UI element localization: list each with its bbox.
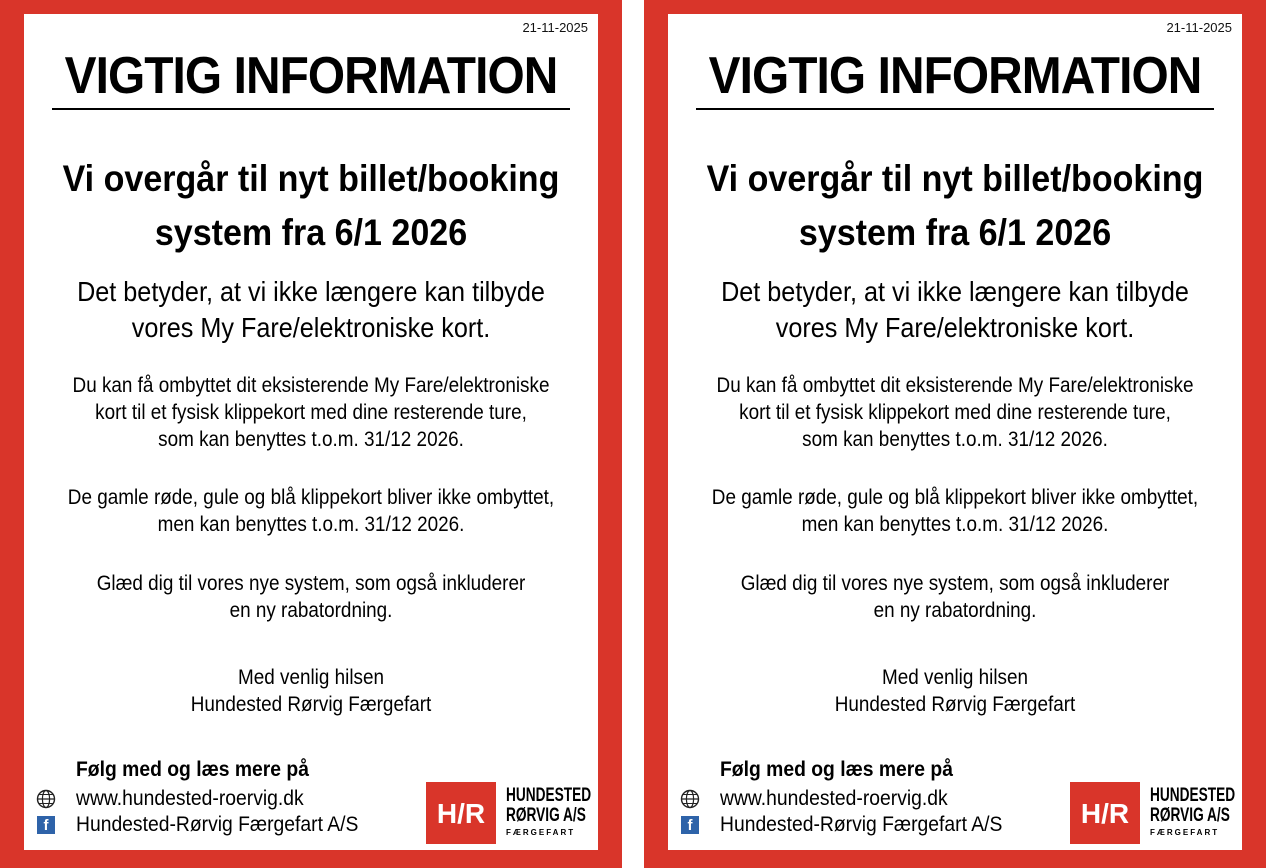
lead-paragraph <box>53 274 570 346</box>
paragraph-line: en ny rabatordning. <box>873 599 1037 622</box>
facebook-icon: f <box>36 815 56 835</box>
notice-date: 21-11-2025 <box>522 20 588 35</box>
subheading-line: Vi overgår til nyt billet/booking <box>706 158 1204 199</box>
paragraph-exchange <box>53 372 570 453</box>
paragraph-line: De gamle røde, gule og blå klippekort bliver ikke ombyttet, <box>711 486 1199 509</box>
paragraph-new-system <box>697 570 1214 624</box>
subheading-line: system fra 6/1 2026 <box>798 212 1112 253</box>
signoff <box>53 664 570 718</box>
logo-name-line: HUNDESTED <box>506 785 592 806</box>
paragraph-line: De gamle røde, gule og blå klippekort bliver ikke ombyttet, <box>67 486 555 509</box>
logo-subtitle: FÆRGEFART <box>1150 828 1220 837</box>
lead-line: vores My Fare/elektroniske kort. <box>775 312 1135 343</box>
paragraph-new-system <box>53 570 570 624</box>
facebook-link[interactable]: Hundested-Rørvig Færgefart A/S <box>720 813 1003 836</box>
subheading-line: system fra 6/1 2026 <box>154 212 468 253</box>
logo-mark <box>1070 782 1140 844</box>
facebook-row[interactable] <box>680 812 1027 838</box>
paragraph-line: kort til et fysisk klippekort med dine resterende ture, <box>739 401 1171 424</box>
paragraph-line: som kan benyttes t.o.m. 31/12 2026. <box>802 428 1108 451</box>
logo-mark-text: H/R <box>436 798 486 829</box>
signoff-line: Med venlig hilsen <box>881 666 1029 689</box>
paragraph-old-cards <box>697 484 1214 538</box>
headline-underline <box>696 108 1214 110</box>
notice-sheet <box>668 14 1242 850</box>
paragraph-line: Du kan få ombyttet dit eksisterende My Fare/elektroniske <box>716 374 1194 397</box>
follow-heading: Følg med og læs mere på <box>720 758 953 781</box>
logo-name-line: RØRVIG A/S <box>1150 805 1230 826</box>
signoff-line: Hundested Rørvig Færgefart <box>190 693 432 716</box>
logo-name-line: RØRVIG A/S <box>506 805 586 826</box>
subheading <box>691 152 1219 260</box>
subheading-line: Vi overgår til nyt billet/booking <box>62 158 560 199</box>
paragraph-line: Du kan få ombyttet dit eksisterende My Fare/elektroniske <box>72 374 550 397</box>
website-link[interactable]: www.hundested-roervig.dk <box>76 787 304 810</box>
facebook-row[interactable] <box>36 812 383 838</box>
logo-name <box>1150 786 1235 826</box>
signoff-line: Med venlig hilsen <box>237 666 385 689</box>
company-logo <box>1070 782 1240 844</box>
paragraph-exchange <box>697 372 1214 453</box>
logo-subtitle: FÆRGEFART <box>506 828 576 837</box>
subheading <box>47 152 575 260</box>
notice-date: 21-11-2025 <box>1166 20 1232 35</box>
lead-paragraph <box>697 274 1214 346</box>
poster-right <box>644 0 1266 868</box>
company-logo <box>426 782 596 844</box>
facebook-icon: f <box>680 815 700 835</box>
globe-icon <box>680 789 700 809</box>
lead-line: vores My Fare/elektroniske kort. <box>131 312 491 343</box>
paragraph-line: Glæd dig til vores nye system, som også inkluderer <box>740 572 1170 595</box>
follow-heading: Følg med og læs mere på <box>76 758 309 781</box>
website-link[interactable]: www.hundested-roervig.dk <box>720 787 948 810</box>
logo-mark <box>426 782 496 844</box>
paragraph-line: men kan benyttes t.o.m. 31/12 2026. <box>801 513 1109 536</box>
signoff-line: Hundested Rørvig Færgefart <box>834 693 1076 716</box>
website-row[interactable] <box>36 786 323 812</box>
paragraph-line: kort til et fysisk klippekort med dine resterende ture, <box>95 401 527 424</box>
paragraph-line: Glæd dig til vores nye system, som også inkluderer <box>96 572 526 595</box>
signoff <box>697 664 1214 718</box>
lead-line: Det betyder, at vi ikke længere kan tilbyde <box>77 276 545 307</box>
globe-icon <box>36 789 56 809</box>
paragraph-old-cards <box>53 484 570 538</box>
logo-name-line: HUNDESTED <box>1150 785 1236 806</box>
headline: VIGTIG INFORMATION <box>64 47 558 105</box>
headline-underline <box>52 108 570 110</box>
logo-name <box>506 786 591 826</box>
headline: VIGTIG INFORMATION <box>708 47 1202 105</box>
website-row[interactable] <box>680 786 967 812</box>
poster-left <box>0 0 622 868</box>
lead-line: Det betyder, at vi ikke længere kan tilbyde <box>721 276 1189 307</box>
notice-sheet <box>24 14 598 850</box>
facebook-link[interactable]: Hundested-Rørvig Færgefart A/S <box>76 813 359 836</box>
paragraph-line: en ny rabatordning. <box>229 599 393 622</box>
paragraph-line: som kan benyttes t.o.m. 31/12 2026. <box>158 428 464 451</box>
paragraph-line: men kan benyttes t.o.m. 31/12 2026. <box>157 513 465 536</box>
logo-mark-text: H/R <box>1080 798 1130 829</box>
